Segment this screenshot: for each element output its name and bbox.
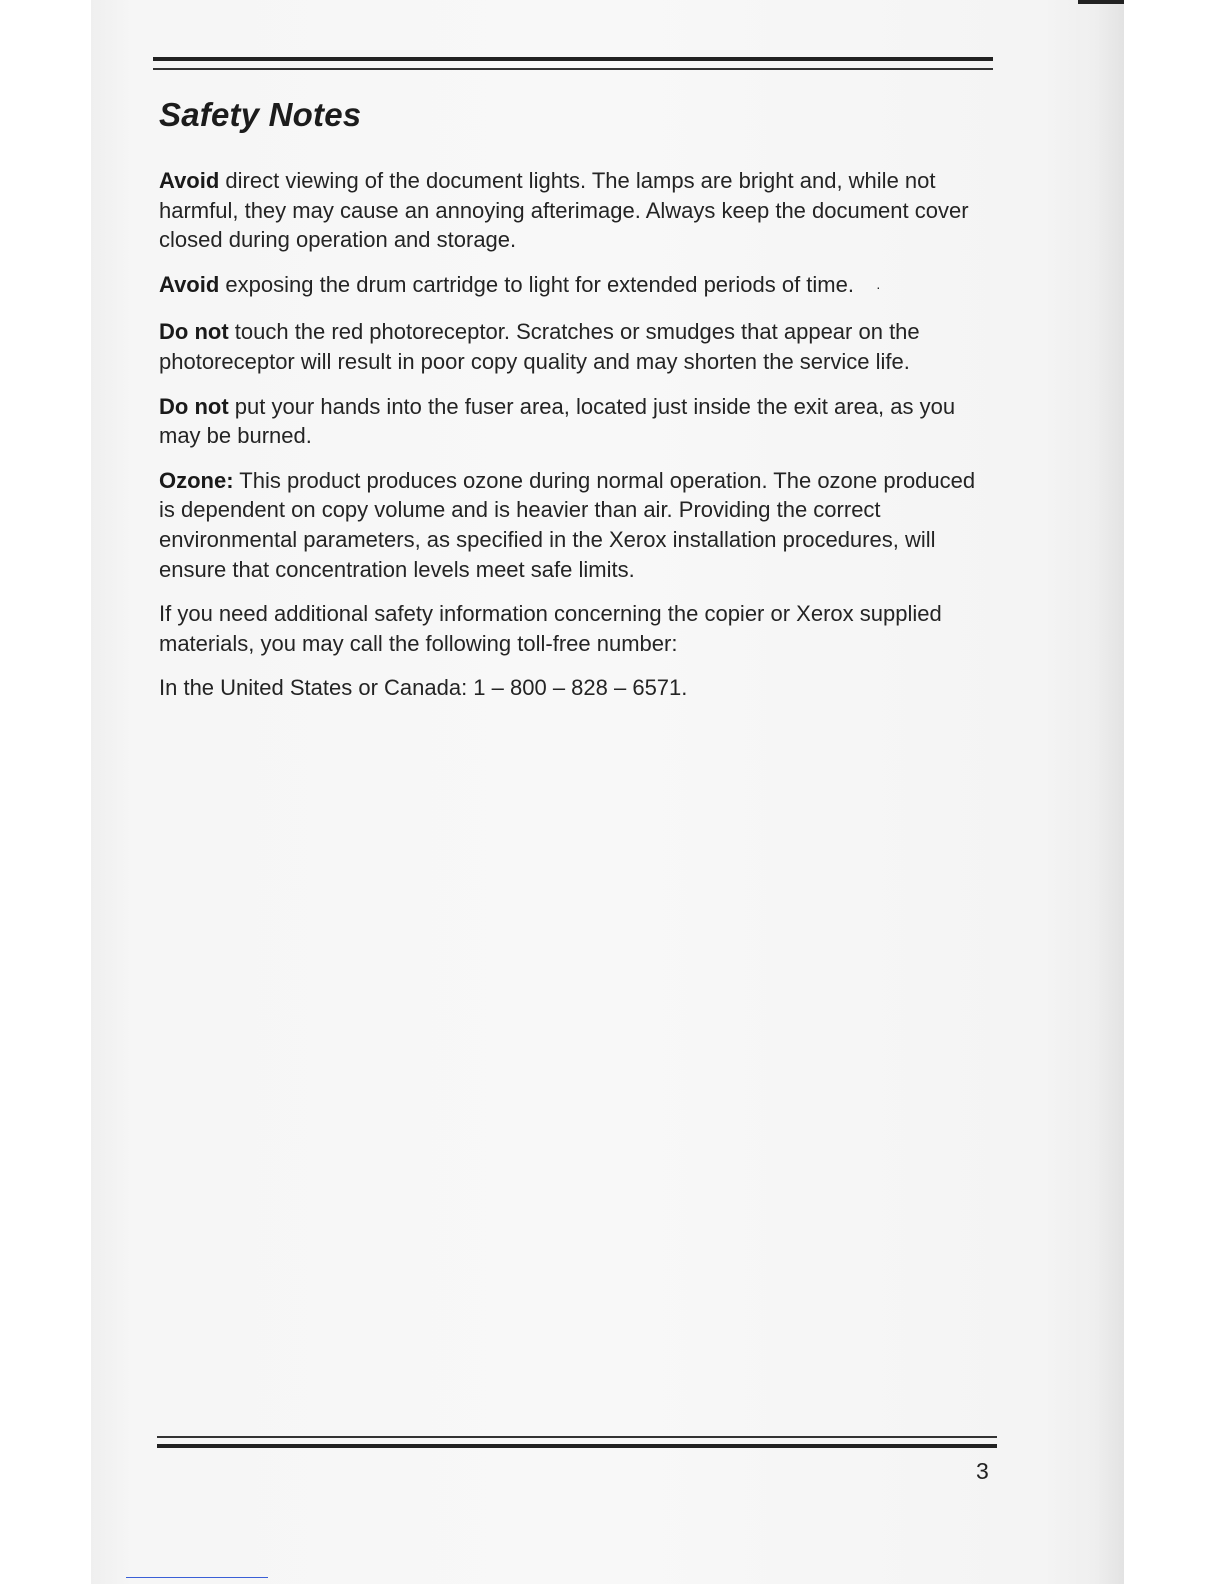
- paragraph-lead: Avoid: [159, 168, 220, 193]
- paragraph-text: In the United States or Canada: 1 – 800 – 828 – 6571.: [159, 675, 688, 701]
- footer-rule-thick: [157, 1444, 997, 1448]
- page-edge-shadow: [1094, 0, 1124, 1584]
- paragraph-text: exposing the drum cartridge to light for extended periods of time.: [219, 271, 854, 297]
- paragraph-text: touch the red photoreceptor. Scratches or smudges that appear on the photoreceptor will result in poor copy quality and may shorten the service life.: [159, 319, 920, 374]
- paragraph-additional-info: [159, 599, 995, 658]
- paragraph-fuser: [159, 392, 995, 451]
- paragraph-phone-number: [159, 673, 995, 703]
- paragraph-avoid-lights: [159, 166, 995, 255]
- paragraph-text: If you need additional safety information concerning the copier or Xerox supplied materials, you may call the following toll-free number:: [159, 601, 942, 656]
- paragraph-text: This product produces ozone during normal operation. The ozone produced is dependent on copy volume and is heavier than air. Providing the correct environmental parameters, as specified in the Xerox installation procedures, will ensure that concentration levels meet safe limits.: [159, 467, 976, 582]
- paragraph-text: put your hands into the fuser area, located just inside the exit area, as you may be burned.: [159, 393, 956, 449]
- paragraph-ozone: [159, 466, 995, 584]
- paragraph-lead: Avoid: [159, 271, 220, 297]
- page-number: 3: [976, 1458, 989, 1484]
- scan-corner-mark: [1078, 0, 1124, 4]
- safety-notes-body: [159, 166, 995, 718]
- paragraph-lead: Do not: [159, 393, 229, 419]
- paragraph-photoreceptor: [159, 317, 995, 376]
- paragraph-lead: Ozone:: [159, 467, 234, 493]
- stray-mark: ·: [875, 278, 881, 295]
- paragraph-text: direct viewing of the document lights. The lamps are bright and, while not harmful, they may cause an annoying afterimage. Always keep the document cover closed during operation and storage.: [159, 168, 969, 253]
- bottom-edge-line: [126, 1577, 268, 1578]
- page-title: Safety Notes: [159, 96, 362, 133]
- paragraph-avoid-drum-light: [159, 270, 995, 303]
- paragraph-lead: Do not: [159, 319, 229, 345]
- footer-rule-thin: [157, 1436, 997, 1438]
- header-rule-thin: [153, 68, 993, 70]
- header-rule-thick: [153, 57, 993, 61]
